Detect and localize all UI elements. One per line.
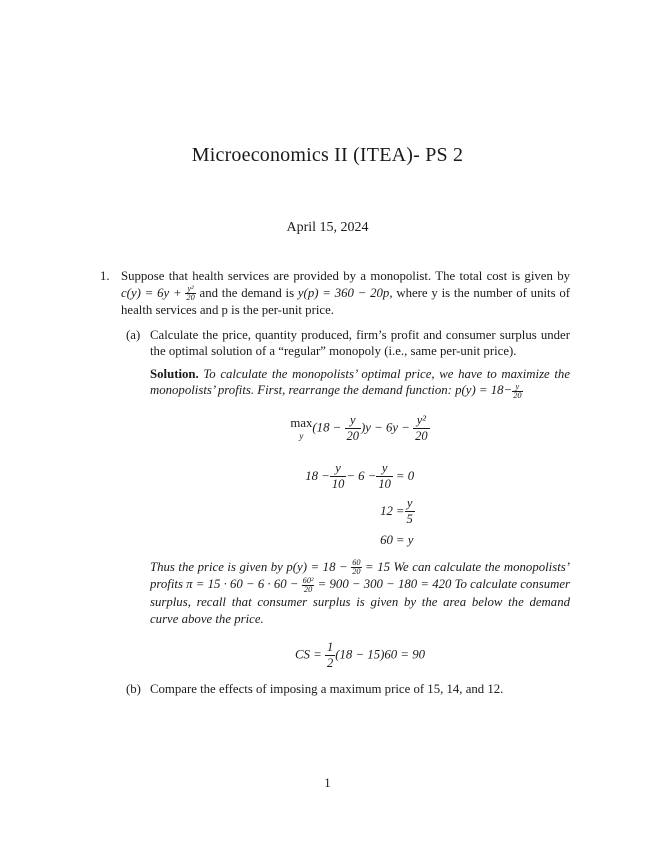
cost-fraction-den: 20 — [186, 293, 195, 303]
profit-text: = 900 − 300 − 180 = 420 To calculate consumer surplus, recall that consumer surplus is given by the area below the demand curve above the price. — [150, 577, 571, 626]
objective-part-2: )y − 6y − — [361, 420, 414, 435]
foc-line-3-lhs: 60 — [380, 533, 393, 547]
foc-1-fraction-2 — [376, 462, 393, 491]
solution-heading: Solution. — [150, 366, 199, 381]
foc-line-1-rhs: = 0 — [395, 468, 415, 483]
document-date: April 15, 2024 — [286, 220, 369, 235]
profit-fraction — [302, 577, 315, 595]
objective-fraction-2-den: 20 — [415, 429, 428, 444]
foc-2-eq: = — [395, 504, 405, 519]
price-text-1: Thus the price is given by — [150, 559, 287, 574]
problem-statement — [121, 268, 570, 319]
cost-function: c(y) = 6y + — [121, 285, 186, 300]
part-b-question: Compare the effects of imposing a maximum price of 15, 14, and 12. — [150, 681, 504, 696]
objective-fraction-2 — [413, 414, 430, 443]
foc-line-2-lhs: 12 — [380, 504, 393, 519]
price-fraction-num: 60 — [352, 557, 361, 567]
problem-number: 1. — [100, 269, 110, 283]
problem-set-content — [100, 268, 570, 697]
objective-equation — [150, 414, 570, 443]
cs-fraction-den: 2 — [326, 656, 334, 671]
objective-fraction-1-den: 20 — [346, 429, 360, 444]
foc-line-3-rhs: = y — [395, 533, 414, 547]
part-a — [121, 327, 570, 671]
problem-text-3: , where y is the number of units of health services and p is the per-unit price. — [121, 285, 571, 318]
price-profit-paragraph — [150, 559, 570, 628]
foc-line-1-lhs — [305, 462, 396, 491]
max-op-text: max — [290, 415, 313, 430]
profit-fraction-den: 20 — [303, 584, 313, 594]
objective-fraction-1 — [345, 414, 362, 443]
cs-lhs: CS = — [295, 647, 325, 662]
cost-fraction — [185, 285, 195, 303]
foc-1-a: 18 − — [305, 468, 330, 483]
price-fraction — [351, 559, 361, 577]
price-text-2: = 15 We can calculate the monopolists’ profits — [150, 559, 571, 592]
solution-intro-text: To calculate the monopolists’ optimal price, we have to maximize the monopolists’ profits. First, rearrange the demand function: — [150, 366, 570, 398]
profit-expression: π = 15 · 60 − 6 · 60 − — [186, 577, 302, 592]
profit-fraction-num: 60² — [302, 575, 314, 585]
foc-1-f1-den: 10 — [331, 476, 345, 491]
cs-fraction-num: 1 — [325, 641, 335, 656]
price-fraction-den: 20 — [352, 567, 361, 577]
foc-equations — [150, 462, 570, 549]
page-number: 1 — [324, 776, 331, 790]
max-subscript: y — [299, 430, 304, 441]
objective-fraction-1-num: y — [345, 414, 362, 429]
cs-fraction — [325, 641, 335, 670]
foc-1-f2-num: y — [376, 462, 393, 477]
consumer-surplus-equation — [150, 641, 570, 670]
inverse-demand-fraction — [512, 383, 522, 401]
foc-1-b: − 6 − — [346, 468, 377, 483]
part-b-label: (b) — [126, 681, 141, 696]
cs-rhs: (18 − 15)60 = 90 — [335, 647, 425, 662]
problem-text-1: Suppose that health services are provided by a monopolist. The total cost is given by — [121, 269, 570, 283]
inverse-demand-den: 20 — [513, 390, 522, 400]
foc-1-f2-den: 10 — [378, 476, 391, 491]
foc-2-num: y — [405, 497, 415, 512]
part-a-label: (a) — [126, 327, 141, 342]
foc-2-den: 5 — [406, 511, 413, 526]
price-expression: p(y) = 18 − — [286, 559, 352, 574]
inverse-demand-num: y — [512, 383, 522, 392]
inverse-demand: p(y) = 18− — [455, 383, 513, 398]
part-a-question: Calculate the price, quantity produced, firm’s profit and consumer surplus under the optimal solution of a “regular” monopoly (i.e., same per-unit price). — [150, 327, 570, 359]
cost-fraction-num: y² — [185, 285, 195, 294]
foc-line-2-rhs — [396, 497, 415, 526]
foc-1-f1-num: y — [330, 462, 347, 477]
demand-function: y(p) = 360 − 20p — [297, 285, 390, 300]
objective-part-1: (18 − — [312, 420, 345, 435]
max-operator — [290, 417, 312, 441]
objective-fraction-2-num: y² — [413, 414, 430, 429]
foc-2-fraction — [405, 497, 415, 526]
solution-intro — [150, 366, 570, 400]
part-b — [121, 681, 570, 698]
foc-1-fraction-1 — [330, 462, 347, 491]
problem-text-2: and the demand is — [195, 285, 298, 300]
document-title: Microeconomics II (ITEA)- PS 2 — [191, 144, 464, 166]
problem-1 — [100, 268, 570, 697]
